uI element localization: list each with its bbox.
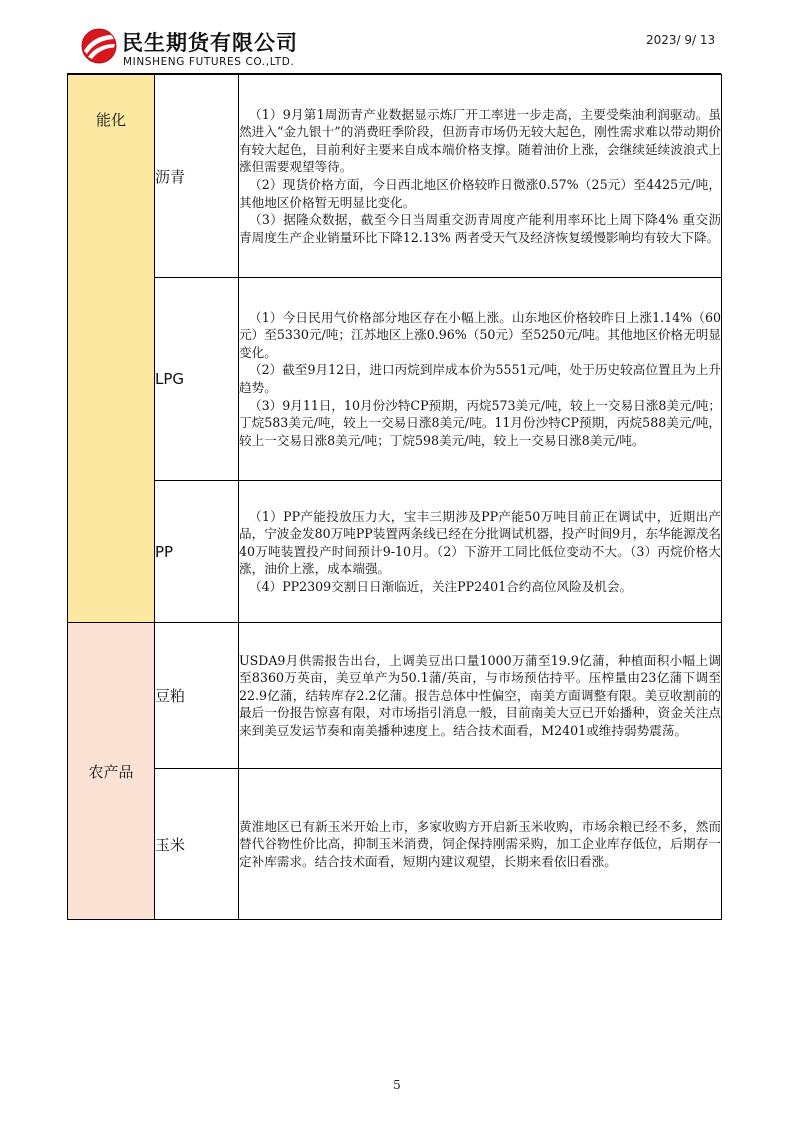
analysis-paragraph: USDA9月供需报告出台，上调美豆出口量1000万蒲至19.9亿蒲，种植面积小幅上调至8360万英亩，美豆单产为50.1蒲/英亩，与市场预估持平。压榨量由23亿蒲下调至22.9亿蒲，结转库存2.2亿蒲。报告总体中性偏空，南美方面调整有限。美豆收割前的最后一份报告惊喜有限，对市场指引消息一般，目前南美大豆已开始播种，资金关注点来到美豆发运节奏和南美播种速度上。结合技术面看，M2401或维持弱势震荡。 (239, 652, 721, 738)
minsheng-logo-icon (79, 26, 119, 66)
table-row (68, 481, 722, 623)
table-row (68, 278, 722, 481)
analysis-paragraph: （3）9月11日，10月份沙特CP预期，丙烷573美元/吨，较上一交易日涨8美元/吨；丁烷583美元/吨，较上一交易日涨8美元/吨。11月份沙特CP预期，丙烷588美元/吨，较上一交易日涨8美元/吨；丁烷598美元/吨，较上一交易日涨8美元/吨。 (239, 397, 721, 448)
report-date: 2023/ 9/ 13 (646, 33, 716, 47)
page-header (0, 0, 794, 74)
analysis-paragraph: （2）现货价格方面，今日西北地区价格较昨日微涨0.57%（25元）至4425元/吨，其他地区价格暂无明显比变化。 (239, 177, 721, 210)
analysis-paragraph: （2）截至9月12日，进口丙烷到岸成本价为5551元/吨，处于历史较高位置且为上升趋势。 (239, 362, 721, 395)
page-number: 5 (393, 1078, 401, 1092)
analysis-paragraph: （1）今日民用气价格部分地区存在小幅上涨。山东地区价格较昨日上涨1.14%（60元）至5330元/吨；江苏地区上涨0.96%（50元）至5250元/吨。其他地区价格无明显变化。 (239, 309, 721, 360)
table-row (68, 623, 722, 769)
analysis-paragraph: 黄淮地区已有新玉米开始上市，多家收购方开启新玉米收购，市场余粮已经不多，然而替代谷物性价比高，抑制玉米消费，饲企保持刚需采购，加工企业库存低位，后期存一定补库需求。结合技术面看，短期内建议观望，长期来看依旧看涨。 (239, 818, 721, 869)
product-cell: 豆粕 (155, 623, 239, 769)
analysis-cell (239, 481, 722, 623)
product-cell: 沥青 (155, 75, 239, 278)
product-cell: PP (155, 481, 239, 623)
commodity-report-table (67, 74, 722, 920)
product-cell: 玉米 (155, 769, 239, 920)
analysis-cell (239, 278, 722, 481)
analysis-cell (239, 769, 722, 920)
analysis-cell (239, 75, 722, 278)
company-name-en: MINSHENG FUTURES CO.,LTD. (123, 56, 295, 68)
sector-cell-energy-chemical: 能化 (68, 75, 155, 623)
analysis-paragraph: （1）PP产能投放压力大，宝丰三期涉及PP产能50万吨目前正在调试中，近期出产品，宁波金发80万吨PP装置两条线已经在分批调试机器，投产时间9月，东华能源茂名40万吨装置投产时间预计9-10月。（2）下游开工同比低位变动不大。（3）丙烷价格大涨，油价上涨，成本端强。 (239, 508, 721, 577)
table-row (68, 75, 722, 278)
analysis-cell (239, 623, 722, 769)
analysis-paragraph: （1）9月第1周沥青产业数据显示炼厂开工率进一步走高，主要受柴油利润驱动。虽然进入“金九银十”的消费旺季阶段，但沥青市场仍无较大起色，刚性需求难以带动期价有较大起色，目前利好主要来自成本端价格支撑。随着油价上涨，会继续延续波浪式上涨但需要观望等待。 (239, 106, 721, 175)
table-row (68, 769, 722, 920)
sector-cell-agriculture: 农产品 (68, 623, 155, 920)
product-cell: LPG (155, 278, 239, 481)
analysis-paragraph: （4）PP2309交割日日渐临近，关注PP2401合约高位风险及机会。 (249, 578, 633, 594)
company-name-cn: 民生期货有限公司 (122, 31, 298, 55)
analysis-paragraph: （3）据隆众数据，截至今日当周重交沥青周度产能利用率环比上周下降4% 重交沥青周度生产企业销量环比下降12.13% 两者受天气及经济恢复缓慢影响均有较大下降。 (239, 212, 721, 245)
